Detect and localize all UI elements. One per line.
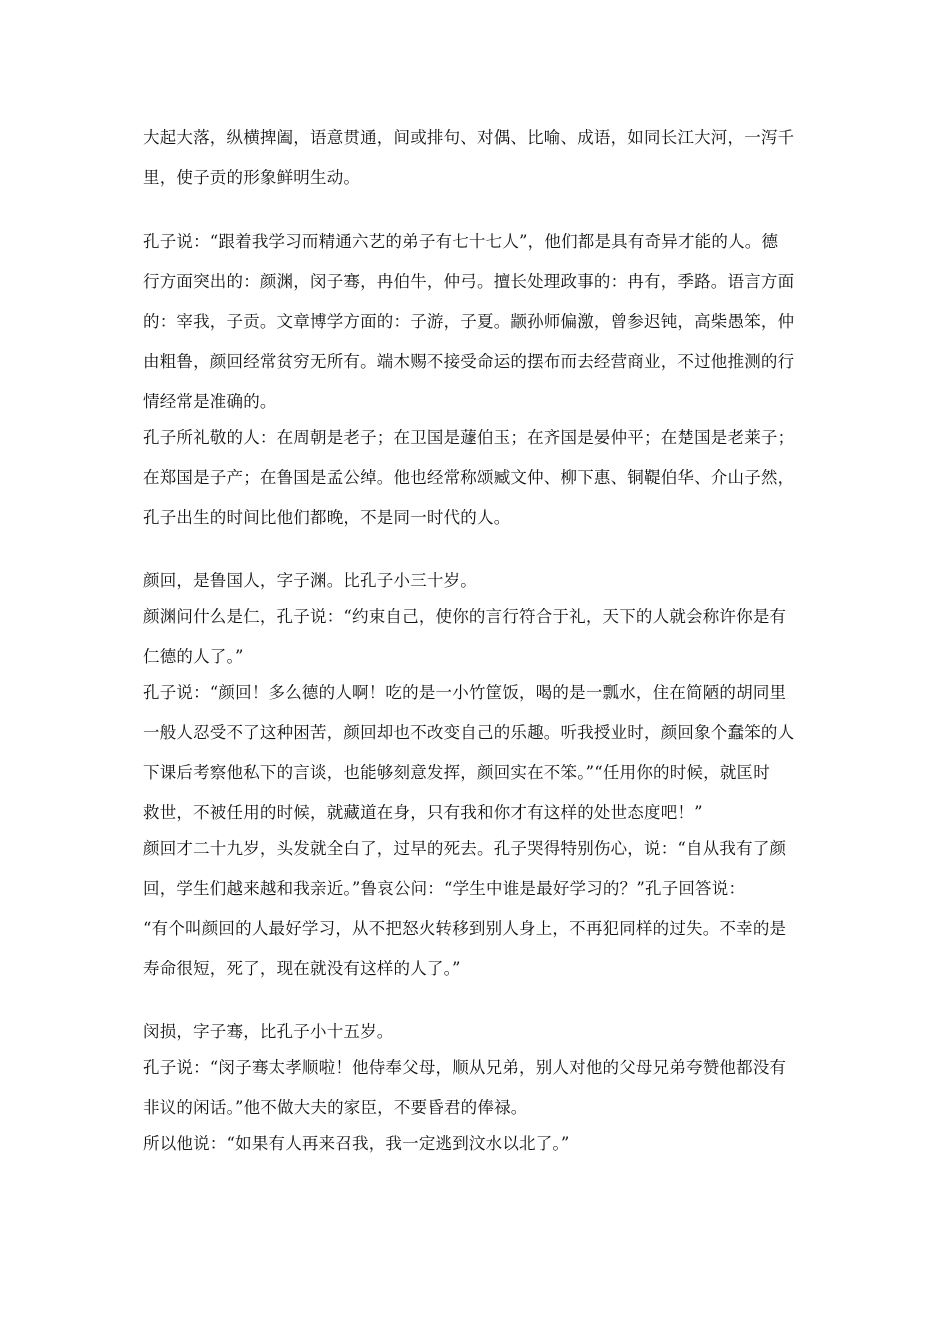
text-line: 的：宰我，子贡。文章博学方面的：子游，子夏。颛孙师偏激，曾参迟钝，高柴愚笨，仲 — [143, 312, 795, 331]
text-line: 救世，不被任用的时候，就藏道在身，只有我和你才有这样的处世态度吧！” — [143, 803, 703, 822]
text-line: 回，学生们越来越和我亲近。”鲁哀公问：“学生中谁是最好学习的？”孔子回答说： — [143, 879, 746, 898]
text-line: 孔子所礼敬的人：在周朝是老子；在卫国是蘧伯玉；在齐国是晏仲平；在楚国是老莱子； — [143, 428, 795, 447]
text-line: 所以他说：“如果有人再来召我，我一定逃到汶水以北了。” — [143, 1134, 570, 1153]
text-line: 非议的闲话。”他不做大夫的家臣，不要昏君的俸禄。 — [143, 1098, 528, 1117]
text-line: 孔子说：“闵子骞太孝顺啦！他侍奉父母，顺从兄弟，别人对他的父母兄弟夸赞他都没有 — [143, 1058, 787, 1077]
text-line: 由粗鲁，颜回经常贫穷无所有。端木赐不接受命运的摆布而去经营商业，不过他推测的行 — [143, 352, 795, 371]
text-line: 一般人忍受不了这种困苦，颜回却也不改变自己的乐趣。听我授业时，颜回象个蠢笨的人 — [143, 723, 795, 742]
text-line: “有个叫颜回的人最好学习，从不把怒火转移到别人身上，不再犯同样的过失。不幸的是 — [143, 919, 787, 938]
text-line: 颜回才二十九岁，头发就全白了，过早的死去。孔子哭得特别伤心，说：“自从我有了颜 — [143, 839, 787, 858]
text-line: 仁德的人了。” — [143, 647, 244, 666]
text-line: 情经常是准确的。 — [143, 392, 277, 411]
text-line: 在郑国是子产；在鲁国是孟公绰。他也经常称颂臧文仲、柳下惠、铜鞮伯华、介山子然， — [143, 468, 795, 487]
text-line: 孔子说：“跟着我学习而精通六艺的弟子有七十七人”，他们都是具有奇异才能的人。德 — [143, 232, 779, 251]
text-line: 颜回，是鲁国人，字子渊。比孔子小三十岁。 — [143, 571, 477, 590]
text-line: 寿命很短，死了，现在就没有这样的人了。” — [143, 959, 461, 978]
text-line: 颜渊问什么是仁，孔子说：“约束自己，使你的言行符合于礼，天下的人就会称许你是有 — [143, 607, 787, 626]
text-line: 孔子出生的时间比他们都晚，不是同一时代的人。 — [143, 508, 511, 527]
text-line: 孔子说：“颜回！多么德的人啊！吃的是一小竹筐饭，喝的是一瓢水，住在简陋的胡同里 — [143, 683, 787, 702]
text-line: 下课后考察他私下的言谈，也能够刻意发挥，颜回实在不笨。”“任用你的时候，就匡时 — [143, 763, 770, 782]
text-line: 闵损，字子骞，比孔子小十五岁。 — [143, 1022, 394, 1041]
text-line: 大起大落，纵横捭阖，语意贯通，间或排句、对偶、比喻、成语，如同长江大河，一泻千 — [143, 128, 795, 147]
text-line: 行方面突出的：颜渊，闵子骞，冉伯牛，仲弓。擅长处理政事的：冉有，季路。语言方面 — [143, 272, 795, 291]
text-line: 里，使子贡的形象鲜明生动。 — [143, 168, 361, 187]
